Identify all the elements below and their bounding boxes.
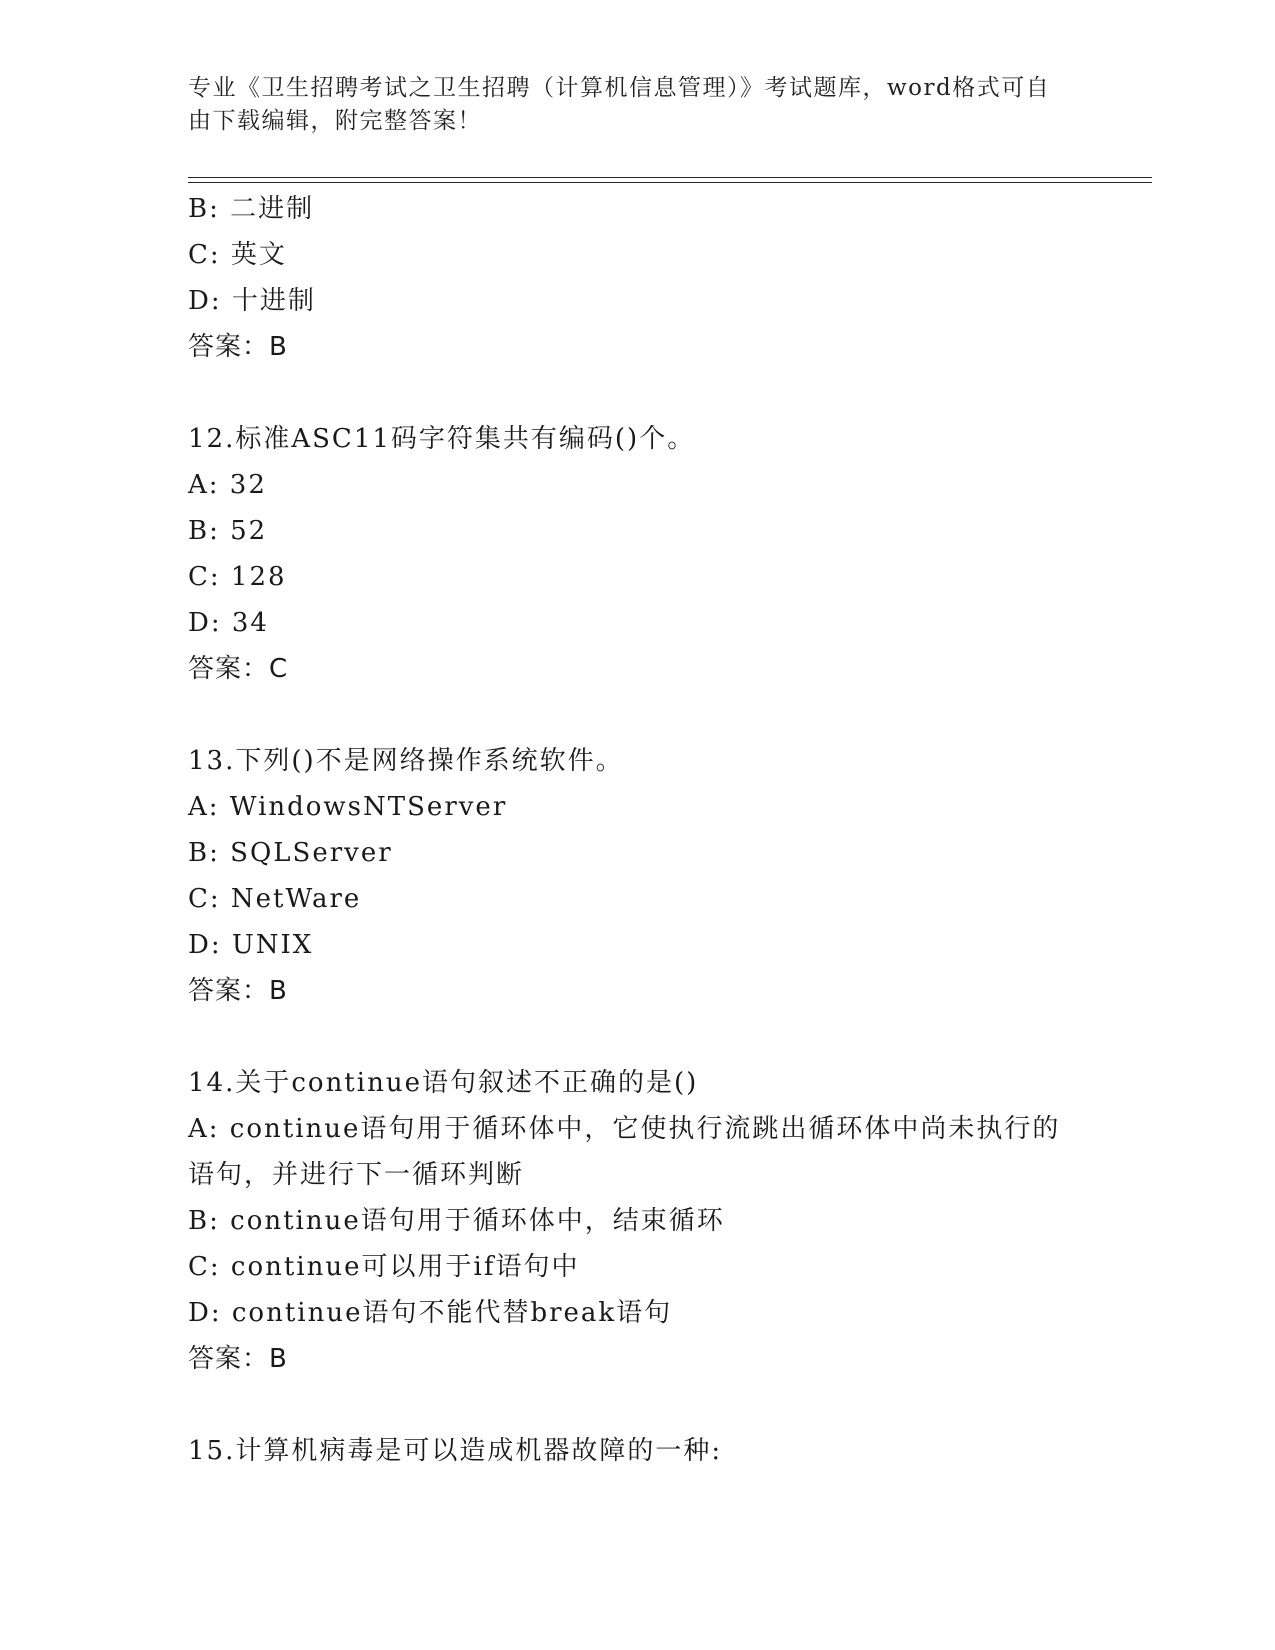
header-divider-top — [188, 177, 1152, 178]
option-c: C: 128 — [188, 562, 287, 592]
option-d: D: 34 — [188, 608, 269, 638]
option-d: D: UNIX — [188, 930, 314, 960]
option-b: B: continue语句用于循环体中，结束循环 — [188, 1206, 725, 1236]
question-stem: 13.下列()不是网络操作系统软件。 — [188, 746, 624, 776]
option-c: C: continue可以用于if语句中 — [188, 1252, 580, 1282]
option-a-continued: 语句，并进行下一循环判断 — [188, 1160, 525, 1190]
option-b: B: 52 — [188, 516, 268, 546]
option-b: B: 二进制 — [188, 194, 315, 224]
question-stem: 12.标准ASC11码字符集共有编码()个。 — [188, 424, 696, 454]
document-header: 专业《卫生招聘考试之卫生招聘（计算机信息管理）》考试题库，word格式可自由下载编辑，附完整答案！ — [188, 75, 1051, 134]
option-a: A: 32 — [188, 470, 267, 500]
question-13 — [188, 738, 1088, 1014]
answer-line: 答案：B — [188, 332, 288, 362]
option-a: A: continue语句用于循环体中，它使执行流跳出循环体中尚未执行的 — [188, 1114, 1061, 1144]
header-divider-bottom — [188, 182, 1152, 183]
answer-line: 答案：B — [188, 1344, 288, 1374]
question-15 — [188, 1428, 1088, 1474]
option-b: B: SQLServer — [188, 838, 393, 868]
question-12 — [188, 416, 1088, 692]
question-14 — [188, 1060, 1088, 1382]
option-d: D: continue语句不能代替break语句 — [188, 1298, 673, 1328]
answer-line: 答案：B — [188, 976, 288, 1006]
question-stem: 14.关于continue语句叙述不正确的是() — [188, 1068, 699, 1098]
question-11-tail — [188, 186, 1088, 370]
question-list — [188, 186, 1088, 1474]
question-stem: 15.计算机病毒是可以造成机器故障的一种: — [188, 1436, 723, 1466]
option-d: D: 十进制 — [188, 286, 316, 316]
option-c: C: NetWare — [188, 884, 362, 914]
option-a: A: WindowsNTServer — [188, 792, 508, 822]
answer-line: 答案：C — [188, 654, 289, 684]
option-c: C: 英文 — [188, 240, 287, 270]
